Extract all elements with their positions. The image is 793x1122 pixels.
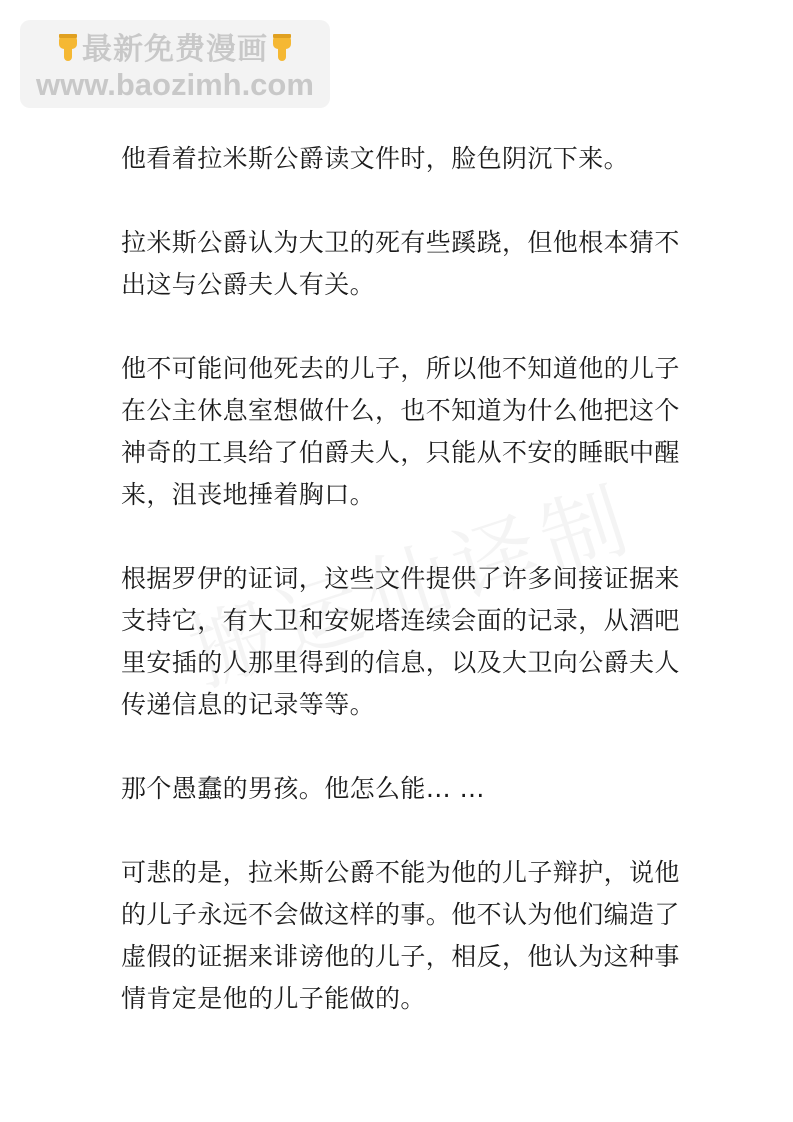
pointing-down-hand-icon [268,33,296,63]
site-badge[interactable] [20,20,330,108]
badge-title: 最新免费漫画 [82,32,268,67]
paragraph: 可悲的是，拉米斯公爵不能为他的儿子辩护，说他的儿子永远不会做这样的事。他不认为他们编造了虚假的证据来诽谤他的儿子，相反，他认为这种事情肯定是他的儿子能做的。 [121,858,680,1013]
paragraph: 他不可能问他死去的儿子，所以他不知道他的儿子在公主休息室想做什么，也不知道为什么他把这个神奇的工具给了伯爵夫人，只能从不安的睡眠中醒来，沮丧地捶着胸口。 [121,354,680,509]
paragraph: 拉米斯公爵认为大卫的死有些蹊跷，但他根本猜不出这与公爵夫人有关。 [121,228,680,299]
pointing-down-hand-icon [54,33,82,63]
chapter-text [121,138,681,1062]
badge-title-row [20,32,330,68]
badge-url[interactable]: www.baozimh.com [36,67,314,102]
paragraph: 那个愚蠢的男孩。他怎么能… … [121,774,485,803]
paragraph: 他看着拉米斯公爵读文件时，脸色阴沉下来。 [121,144,630,173]
paragraph: 根据罗伊的证词，这些文件提供了许多间接证据来支持它，有大卫和安妮塔连续会面的记录，从酒吧里安插的人那里得到的信息，以及大卫向公爵夫人传递信息的记录等等。 [121,564,680,719]
